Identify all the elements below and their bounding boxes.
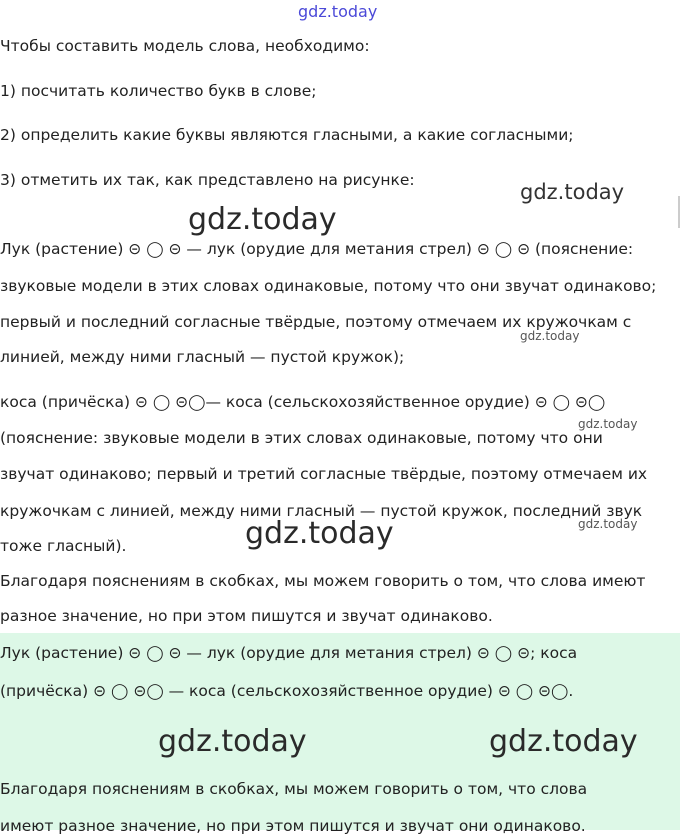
paragraph-3-line: Благодаря пояснениям в скобках, мы можем говорить о том, что слова имеют (0, 572, 646, 590)
paragraph-1-line: линией, между ними гласный — пустой кружок); (0, 348, 405, 366)
answer-line: Благодаря пояснениям в скобках, мы можем говорить о том, что слова (0, 780, 588, 798)
paragraph-1-line: звуковые модели в этих словах одинаковые, потому что они звучат одинаково; (0, 277, 657, 295)
watermark: gdz.today (245, 516, 394, 551)
watermark: gdz.today (188, 202, 337, 237)
watermark-top: gdz.today (298, 2, 378, 21)
paragraph-3-line: разное значение, но при этом пишутся и звучат одинаково. (0, 607, 493, 625)
step-2-text: 2) определить какие буквы являются гласными, а какие согласными; (0, 126, 574, 144)
paragraph-2-line: кружочкам с линией, между ними гласный — пустой кружок, последний звук (0, 502, 643, 520)
watermark: gdz.today (520, 180, 625, 204)
step-3-text: 3) отметить их так, как представлено на рисунке: (0, 171, 415, 189)
answer-line: имеют разное значение, но при этом пишутся и звучат они одинаково. (0, 817, 586, 835)
answer-line: (причёска) ⊝ ◯ ⊝◯ — коса (сельскохозяйственное орудие) ⊝ ◯ ⊝◯. (0, 682, 574, 700)
watermark: gdz.today (158, 724, 307, 759)
intro-text: Чтобы составить модель слова, необходимо: (0, 37, 370, 55)
paragraph-2-line: тоже гласный). (0, 537, 127, 555)
watermark: gdz.today (520, 329, 580, 343)
answer-line: Лук (растение) ⊝ ◯ ⊝ — лук (орудие для метания стрел) ⊝ ◯ ⊝; коса (0, 644, 578, 662)
paragraph-2-line: звучат одинаково; первый и третий согласные твёрдые, поэтому отмечаем их (0, 465, 648, 483)
step-1-text: 1) посчитать количество букв в слове; (0, 82, 317, 100)
paragraph-1-line: первый и последний согласные твёрдые, поэтому отмечаем их кружочкам с (0, 313, 632, 331)
paragraph-2-line: (пояснение: звуковые модели в этих словах одинаковые, потому что они (0, 429, 603, 447)
watermark: gdz.today (578, 417, 638, 431)
paragraph-2-line: коса (причёска) ⊝ ◯ ⊝◯— коса (сельскохозяйственное орудие) ⊝ ◯ ⊝◯ (0, 393, 606, 411)
watermark: gdz.today (578, 517, 638, 531)
watermark: gdz.today (489, 724, 638, 759)
paragraph-1-line: Лук (растение) ⊝ ◯ ⊝ — лук (орудие для метания стрел) ⊝ ◯ ⊝ (пояснение: (0, 240, 634, 258)
